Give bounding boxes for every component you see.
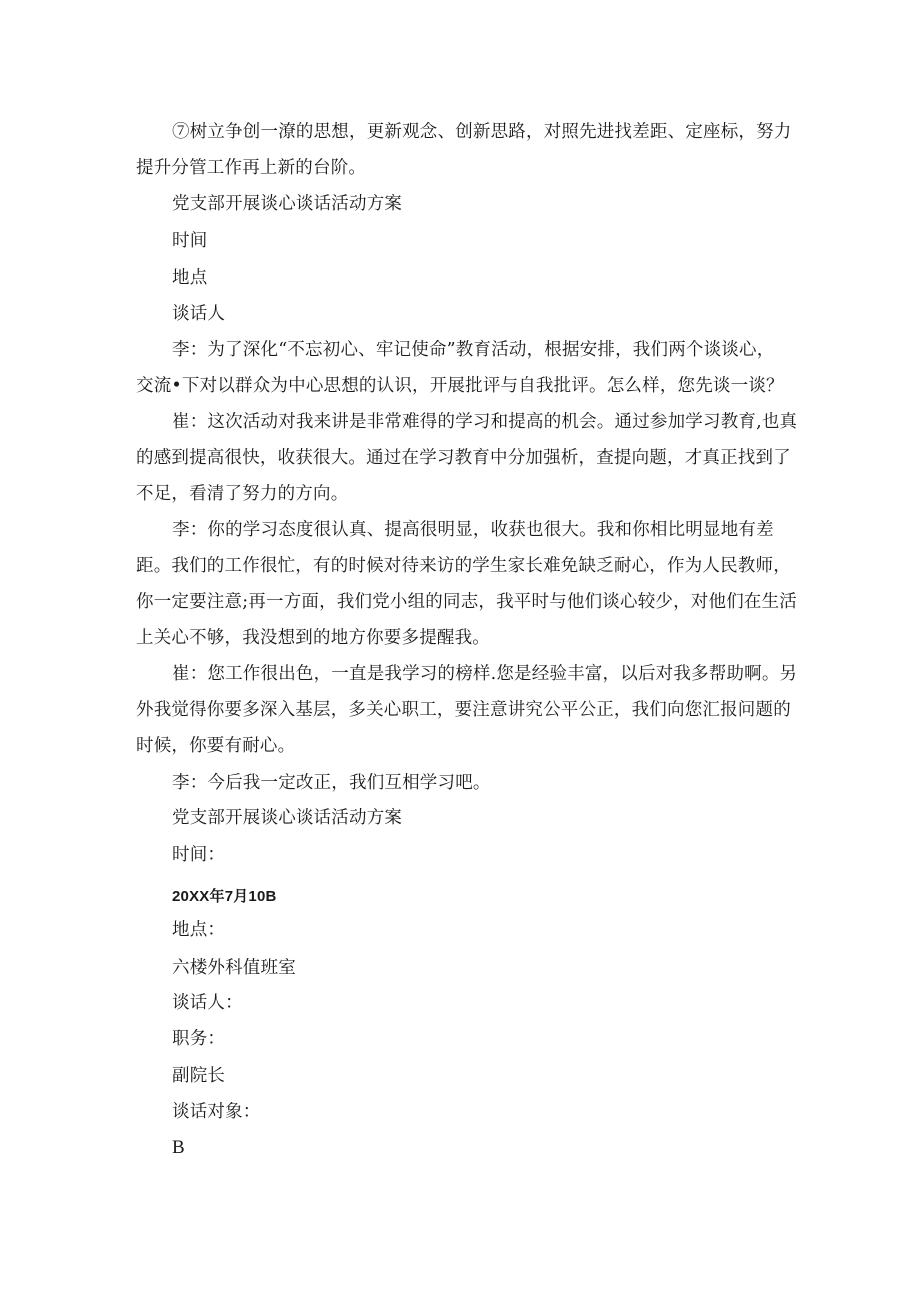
dialogue-line: 上关心不够，我没想到的地方你要多提醒我。 xyxy=(136,628,490,648)
dialogue-line: 崔：这次活动对我来讲是非常难得的学习和提高的机会。通过参加学习教育,也真 xyxy=(172,412,798,432)
field-label-time: 时间： xyxy=(172,845,226,865)
dialogue-line: 的感到提高很快，收获很大。通过在学习教育中分加强析，查提向题，才真正找到了 xyxy=(136,448,791,468)
section-title: 党支部开展谈心谈话活动方案 xyxy=(172,194,403,214)
dialogue-line: 李：今后我一定改正，我们互相学习吧。 xyxy=(172,773,491,793)
dialogue-line: 李：你的学习态度很认真、提高很明显，收获也很大。我和你相比明显地有差 xyxy=(172,520,774,540)
paragraph-line: ⑦树立争创一潦的思想，更新观念、创新思路，对照先进找差距、定座标，努力 xyxy=(172,122,792,142)
field-label-position: 职务： xyxy=(172,1029,226,1049)
field-label-speaker: 谈话人： xyxy=(172,993,243,1013)
field-value-interviewee: B xyxy=(172,1137,185,1158)
field-value-place: 六楼外科值班室 xyxy=(172,958,296,978)
field-label-speaker: 谈话人 xyxy=(172,304,226,324)
field-label-place: 地点 xyxy=(172,268,208,288)
field-label-interviewee: 谈话对象： xyxy=(172,1102,261,1122)
field-value-date: 20XX年7月10B xyxy=(172,888,277,905)
dialogue-line: 距。我们的工作很忙，有的时候对待来访的学生家长难免缺乏耐心，作为人民教师， xyxy=(136,556,791,576)
dialogue-line: 崔：您工作很出色，一直是我学习的榜样.您是经验丰富，以后对我多帮助啊。另 xyxy=(172,664,798,684)
field-label-place: 地点： xyxy=(172,920,226,940)
dialogue-line: 不足，看清了努力的方向。 xyxy=(136,484,349,504)
section-title: 党支部开展谈心谈话活动方案 xyxy=(172,808,403,828)
dialogue-line: 李：为了深化“不忘初心、牢记使命”教育活动，根据安排，我们两个谈谈心， xyxy=(172,340,775,360)
field-value-position: 副院长 xyxy=(172,1066,226,1086)
field-label-time: 时间 xyxy=(172,231,208,251)
paragraph-line: 提升分管工作再上新的台阶。 xyxy=(136,158,367,178)
dialogue-line: 交流•下对以群众为中心思想的认识，开展批评与自我批评。怎么样，您先谈一谈？ xyxy=(136,376,784,396)
dialogue-line: 时候，你要有耐心。 xyxy=(136,736,296,756)
dialogue-line: 你一定要注意;再一方面，我们党小组的同志，我平时与他们谈心较少，对他们在生活 xyxy=(136,592,797,612)
dialogue-line: 外我觉得你要多深入基层，多关心职工，要注意讲究公平公正，我们向您汇报问题的 xyxy=(136,700,791,720)
